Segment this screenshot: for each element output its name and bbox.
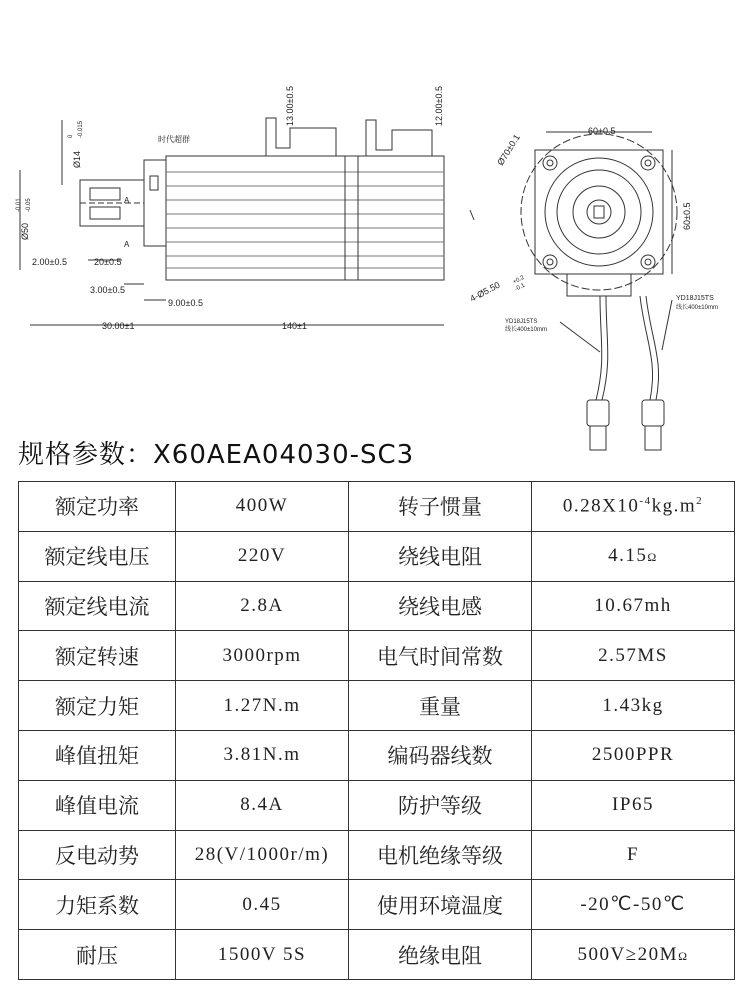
spec-value: 1.27N.m (176, 681, 349, 731)
spec-label: 电机绝缘等级 (349, 830, 532, 880)
dim-pilot-dia: Ø50 (20, 222, 30, 240)
svg-text:-0.05: -0.05 (26, 198, 32, 212)
spec-row (19, 581, 735, 631)
spec-label: 力矩系数 (19, 880, 176, 930)
spec-label: 防护等级 (349, 780, 532, 830)
spec-value: 8.4A (176, 780, 349, 830)
spec-row (19, 780, 735, 830)
spec-label: 耐压 (19, 930, 176, 980)
spec-label: 电气时间常数 (349, 631, 532, 681)
spec-label: 反电动势 (19, 830, 176, 880)
spec-value: 500V≥20MΩ (532, 930, 735, 980)
spec-label: 编码器线数 (349, 730, 532, 780)
spec-value: 0.45 (176, 880, 349, 930)
connector-plug-left (587, 400, 609, 426)
dim-key-length: 20±0.5 (94, 257, 122, 267)
spec-value: 4.15Ω (532, 531, 735, 581)
cable-left (596, 296, 602, 400)
dim-body-length: 140±1 (282, 321, 307, 331)
motor-flange (144, 160, 166, 246)
cable-label-left-model: YD18J15TS (505, 319, 538, 325)
encoder-connector (366, 120, 432, 156)
svg-text:-0.1: -0.1 (514, 282, 527, 293)
spec-label: 额定功率 (19, 482, 176, 532)
spec-value: 28(V/1000r/m) (176, 830, 349, 880)
spec-row (19, 830, 735, 880)
spec-row (19, 730, 735, 780)
spec-row (19, 631, 735, 681)
dim-flange-gap: 3.00±0.5 (90, 285, 125, 295)
dim-connector-height-1: 13.00±0.5 (285, 86, 295, 126)
dim-flange-height: 60±0.5 (682, 202, 692, 230)
cable-label-right-model: YD18J15TS (676, 295, 714, 302)
spec-value: $0.28X10^{-4}kg.m^2$ (532, 482, 735, 532)
dim-flange-width: 60±0.5 (588, 126, 616, 136)
spec-label: 绝缘电阻 (349, 930, 532, 980)
spec-value: 2500PPR (532, 730, 735, 780)
spec-row (19, 930, 735, 980)
svg-text:-0.01: -0.01 (16, 198, 22, 212)
spec-label: 额定线电流 (19, 581, 176, 631)
dim-flange-thickness: 9.00±0.5 (168, 298, 203, 308)
svg-text:-0.015: -0.015 (78, 120, 84, 138)
connector-plug-right (642, 400, 664, 426)
spec-label: 峰值扭矩 (19, 730, 176, 780)
spec-value: 1.43kg (532, 681, 735, 731)
cable-label-right-length: 线长400±10mm (676, 305, 718, 311)
spec-label: 额定线电压 (19, 531, 176, 581)
spec-value: 10.67mh (532, 581, 735, 631)
spec-label: 额定力矩 (19, 681, 176, 731)
spec-value: 2.57MS (532, 631, 735, 681)
spec-value: F (532, 830, 735, 880)
spec-row (19, 880, 735, 930)
motor-body (166, 156, 444, 280)
spec-value: 220V (176, 531, 349, 581)
spec-table (18, 481, 735, 980)
spec-label: 绕线电感 (349, 581, 532, 631)
dim-bolt-circle: Ø70±0.1 (495, 132, 522, 168)
spec-value: 3.81N.m (176, 730, 349, 780)
power-connector (266, 118, 336, 156)
dim-shaft-length: 30.00±1 (102, 321, 135, 331)
spec-value: 1500V 5S (176, 930, 349, 980)
spec-row (19, 531, 735, 581)
dim-shaft-dia: Ø14 (72, 150, 82, 168)
dim-mount-holes: 4-Ø5.50 (468, 279, 502, 304)
spec-label: 使用环境温度 (349, 880, 532, 930)
brand-label: 时代超群 (158, 135, 190, 144)
spec-value: 2.8A (176, 581, 349, 631)
dim-connector-height-2: 12.00±0.5 (434, 86, 444, 126)
key-slot (90, 188, 120, 200)
spec-label: 额定转速 (19, 631, 176, 681)
motor-dimension-drawing (0, 0, 750, 470)
spec-value: -20℃-50℃ (532, 880, 735, 930)
spec-label: 峰值电流 (19, 780, 176, 830)
section-mark-top: A (124, 196, 130, 205)
spec-value: IP65 (532, 780, 735, 830)
cable-label-left-length: 线长400±10mm (505, 327, 547, 333)
section-mark-bottom: A (124, 240, 130, 249)
spec-label: 重量 (349, 681, 532, 731)
dim-key-offset: 2.00±0.5 (32, 257, 67, 267)
cable-right (640, 296, 653, 400)
spec-value: 3000rpm (176, 631, 349, 681)
svg-text:0: 0 (68, 134, 74, 138)
spec-row (19, 482, 735, 532)
spec-heading: 规格参数：X60AEA04030-SC3 (18, 440, 415, 470)
spec-value: 400W (176, 482, 349, 532)
svg-text:+0.2: +0.2 (512, 274, 526, 286)
spec-row (19, 681, 735, 731)
spec-label: 绕线电阻 (349, 531, 532, 581)
spec-label: 转子惯量 (349, 482, 532, 532)
